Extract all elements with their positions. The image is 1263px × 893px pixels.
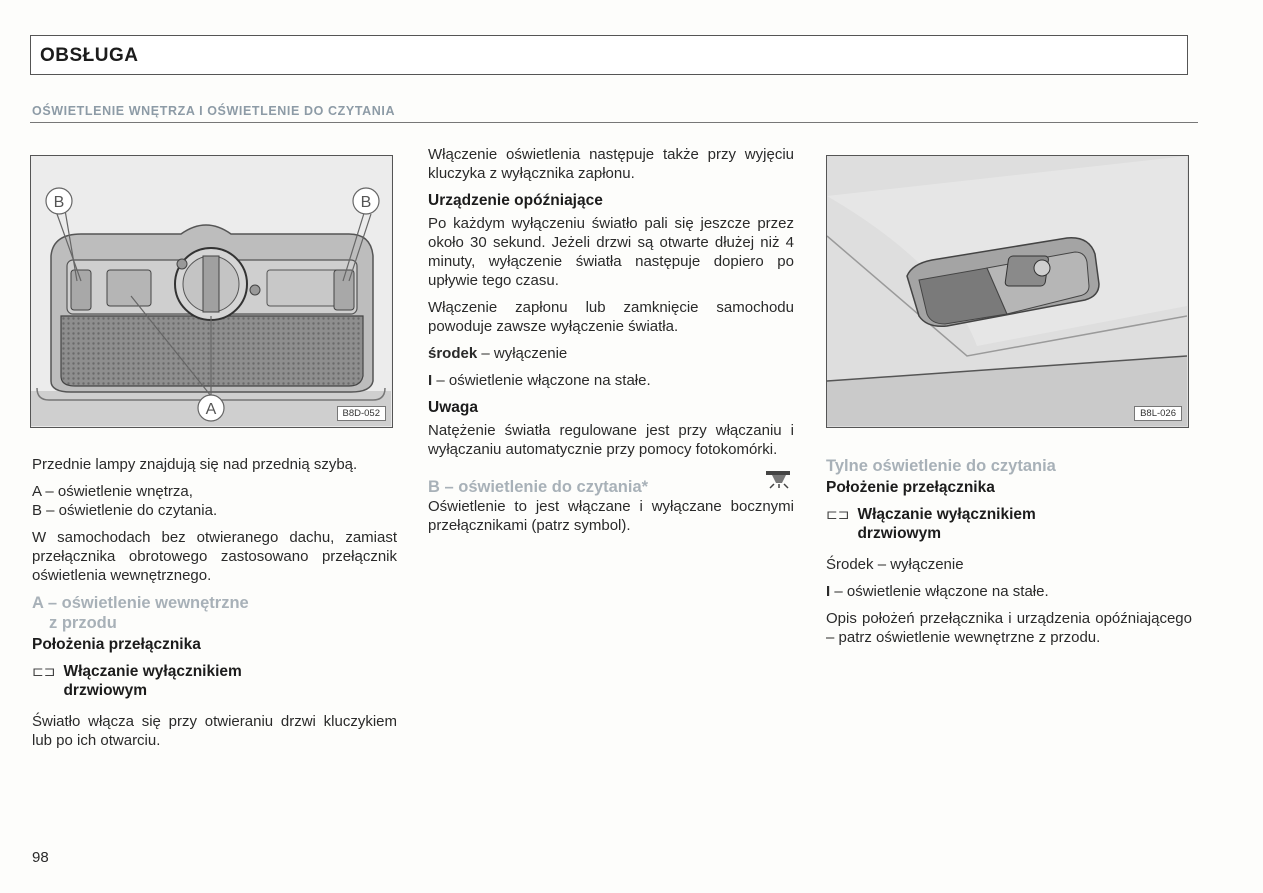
door-switch-heading: [32, 662, 397, 700]
paragraph: Opis położeń przełącznika i urządzenia opóźniającego – patrz oświetlenie wewnętrzne z przodu.: [826, 610, 1192, 646]
paragraph: Włączenie oświetlenia następuje także przy wyjęciu kluczyka z wyłącznika zapłonu.: [428, 146, 794, 182]
paragraph: Oświetlenie to jest włączane i wyłączane bocznymi przełącznikami (patrz symbol).: [428, 498, 794, 534]
position-on: [826, 582, 1192, 601]
position-on-bold: I: [826, 583, 831, 600]
position-middle: Środek – wyłączenie: [826, 556, 964, 573]
page-number: 98: [32, 849, 49, 866]
door-switch-line1: Włączanie wyłącznikiem: [63, 663, 242, 680]
paragraph: W samochodach bez otwieranego dachu, zamiast przełącznika obrotowego zastosowano przełącznik oświetlenia wewnętrznego.: [32, 529, 397, 584]
bold-heading: Urządzenie opóźniające: [428, 192, 603, 209]
column-left: [32, 455, 397, 758]
column-right: [826, 456, 1192, 655]
chapter-title: OBSŁUGA: [40, 45, 139, 66]
rear-lamp-figure: [826, 155, 1189, 428]
legend-b: B – oświetlenie do czytania.: [32, 502, 218, 519]
paragraph: Światło włącza się przy otwieraniu drzwi kluczykiem lub po ich otwarciu.: [32, 713, 397, 749]
figure-code: B8L-026: [1134, 406, 1182, 421]
door-switch-heading: [826, 505, 1192, 543]
subsection-title-line2: z przodu: [49, 614, 117, 632]
door-switch-line2: drzwiowym: [63, 682, 148, 699]
position-on-text: – oświetlenie włączone na stałe.: [432, 372, 651, 389]
label-b-right: B: [360, 194, 372, 211]
position-on: [428, 371, 794, 390]
paragraph: Włączenie zapłonu lub zamknięcie samochodu powoduje zawsze wyłączenie światła.: [428, 299, 794, 335]
position-on-text: – oświetlenie włączone na stałe.: [830, 583, 1049, 600]
label-b-left: B: [53, 194, 65, 211]
subsection-title: Tylne oświetlenie do czytania: [826, 457, 1056, 475]
position-middle: [428, 344, 794, 363]
position-middle-bold: środek: [428, 345, 478, 362]
note-heading: Uwaga: [428, 399, 478, 416]
door-switch-line2: drzwiowym: [857, 525, 942, 542]
subsection-title: B – oświetlenie do czytania*: [428, 478, 649, 496]
rear-lamp-illustration: [827, 156, 1187, 426]
reading-lamp-symbol-icon: [764, 467, 794, 489]
subsection-header: [428, 477, 794, 497]
door-switch-line1: Włączanie wyłącznikiem: [857, 506, 1036, 523]
front-lamp-illustration: [31, 156, 391, 426]
door-switch-icon: ⊏⊐: [826, 506, 850, 522]
bold-heading: Położenia przełącznika: [32, 636, 201, 653]
column-middle: [428, 145, 794, 543]
position-on-bold: I: [428, 372, 433, 389]
section-title: OŚWIETLENIE WNĘTRZA I OŚWIETLENIE DO CZYTANIA: [32, 104, 396, 118]
figure-code: B8D-052: [337, 406, 387, 421]
paragraph: Przednie lampy znajdują się nad przednią szybą.: [32, 456, 358, 473]
bold-heading: Położenie przełącznika: [826, 479, 995, 496]
paragraph: Natężenie światła regulowane jest przy włączaniu i wyłączaniu automatycznie przy pomocy fotokomórki.: [428, 422, 794, 458]
section-divider: [30, 122, 1198, 123]
legend-a: A – oświetlenie wnętrza,: [32, 483, 193, 500]
chapter-header: [30, 35, 1188, 75]
label-a: A: [205, 401, 217, 418]
subsection-title-line1: A – oświetlenie wewnętrzne: [32, 594, 249, 612]
position-middle-text: – wyłączenie: [477, 345, 568, 362]
paragraph: Po każdym wyłączeniu światło pali się jeszcze przez około 30 sekund. Jeżeli drzwi są otwarte dłużej niż 4 minuty, wyłączenie światła następuje dopiero po upływie tego czasu.: [428, 215, 794, 289]
door-switch-icon: ⊏⊐: [32, 663, 56, 679]
front-lamp-figure: [30, 155, 393, 428]
subsection-title: [32, 593, 397, 633]
